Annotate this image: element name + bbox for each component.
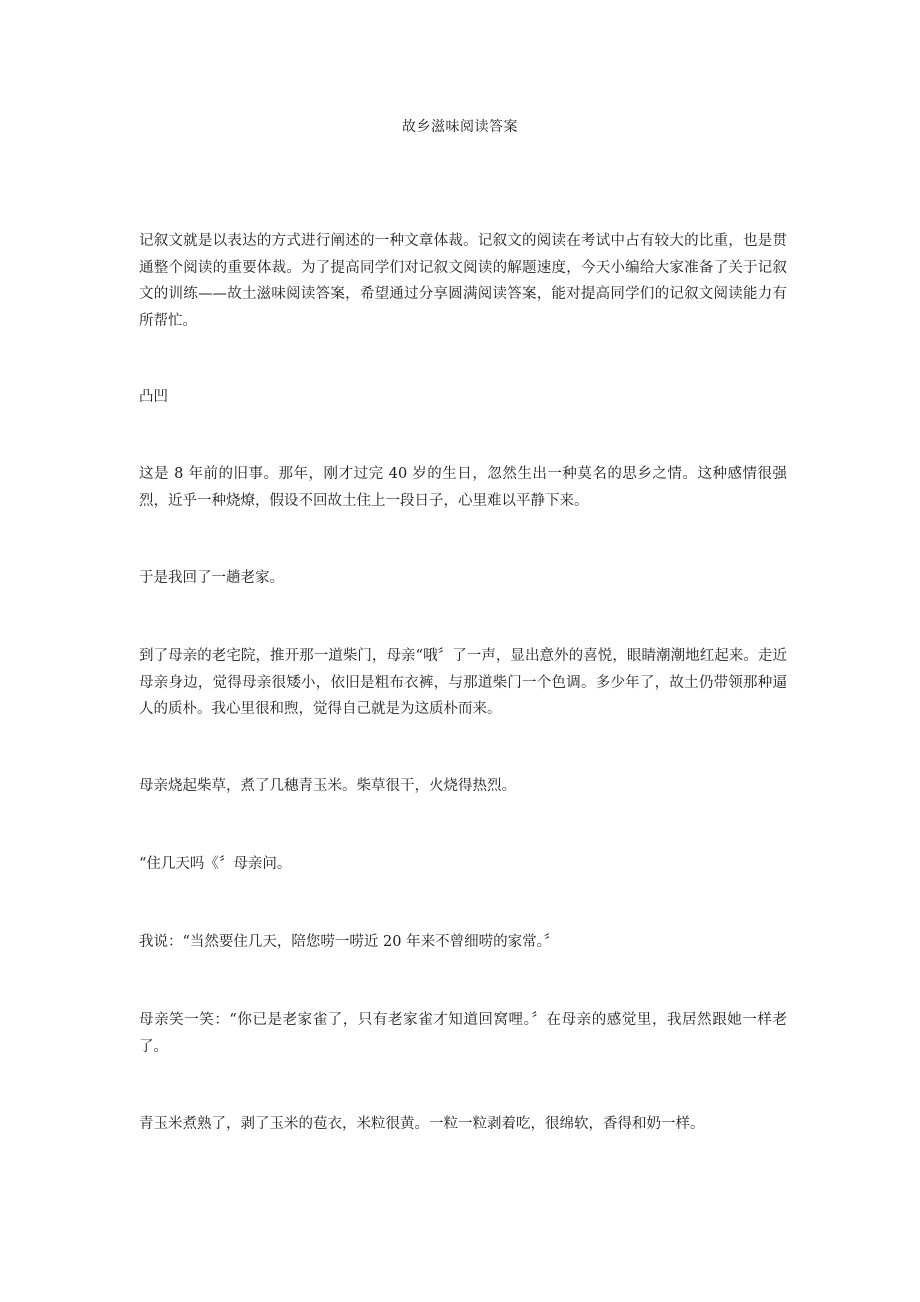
paragraph-body: 我说：“当然要住几天，陪您唠一唠近 20 年来不曾细唠的家常。〞	[139, 934, 559, 950]
paragraph-author: 凸凹	[139, 389, 168, 405]
paragraph-body: 这是 8 年前的旧事。那年，刚才过完 40 岁的生日，忽然生出一种莫名的思乡之情。这种感情很强烈，近乎一种烧燎，假设不回故土住上一段日子，心里难以平静下来。	[139, 466, 787, 509]
paragraph-body: 青玉米煮熟了，剥了玉米的苞衣，米粒很黄。一粒一粒剥着吃，很绵软，香得和奶一样。	[139, 1116, 705, 1132]
paragraph-body: 母亲笑一笑：“你已是老家雀了，只有老家雀才知道回窝哩。〞在母亲的感觉里，我居然跟她一样老了。	[139, 1012, 787, 1055]
paragraph-body: 母亲烧起柴草，煮了几穗青玉米。柴草很干，火烧得热烈。	[139, 778, 516, 794]
paragraph-body: 到了母亲的老宅院，推开那一道柴门，母亲“哦〞了一声，显出意外的喜悦，眼睛潮潮地红起来。走近母亲身边，觉得母亲很矮小，依旧是粗布衣裤，与那道柴门一个色调。多少年了，故土仍带领那种逼人的质朴。我心里很和煦，觉得自己就是为这质朴而来。	[139, 648, 787, 717]
paragraph-intro: 记叙文就是以表达的方式进行阐述的一种文章体裁。记叙文的阅读在考试中占有较大的比重，也是贯通整个阅读的重要体裁。为了提高同学们对记叙文阅读的解题速度，今天小编给大家准备了关于记叙文的训练——故土滋味阅读答案，希望通过分享圆满阅读答案，能对提高同学们的记叙文阅读能力有所帮忙。	[139, 233, 787, 329]
paragraph-body: 于是我回了一趟老家。	[139, 570, 284, 586]
page-title: 故乡滋味阅读答案	[402, 119, 518, 135]
paragraph-body: “住几天吗《〞母亲问。	[139, 856, 292, 872]
